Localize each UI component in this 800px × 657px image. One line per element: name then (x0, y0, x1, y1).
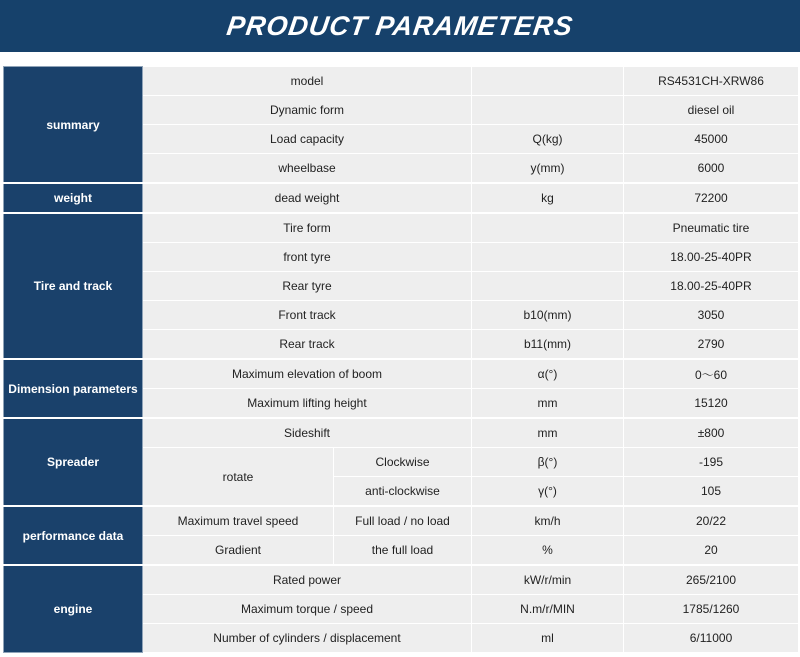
param-name: wheelbase (143, 154, 472, 184)
table-row (4, 506, 799, 536)
param-name: Maximum torque / speed (143, 595, 472, 624)
category-weight: weight (4, 183, 143, 213)
param-unit (472, 67, 624, 96)
param-value: 6/11000 (624, 624, 799, 653)
header-banner (0, 0, 800, 52)
param-name: Load capacity (143, 125, 472, 154)
param-name: front tyre (143, 243, 472, 272)
param-unit: Q(kg) (472, 125, 624, 154)
param-unit: b11(mm) (472, 330, 624, 360)
page-title: PRODUCT PARAMETERS (224, 10, 576, 41)
param-name: rotate (143, 448, 334, 507)
param-value: 3050 (624, 301, 799, 330)
param-unit: γ(°) (472, 477, 624, 507)
table-row (4, 183, 799, 213)
param-value: 265/2100 (624, 565, 799, 595)
category-dimension-parameters: Dimension parameters (4, 359, 143, 418)
param-value: 20/22 (624, 506, 799, 536)
category-performance-data: performance data (4, 506, 143, 565)
table-row (4, 565, 799, 595)
param-subname: Full load / no load (334, 506, 472, 536)
param-subname: Clockwise (334, 448, 472, 477)
param-name: Maximum lifting height (143, 389, 472, 419)
param-value: 0～60 (624, 359, 799, 389)
param-name: Maximum travel speed (143, 506, 334, 536)
param-unit: α(°) (472, 359, 624, 389)
param-unit (472, 96, 624, 125)
param-name: Rear track (143, 330, 472, 360)
param-name: Tire form (143, 213, 472, 243)
param-value: 105 (624, 477, 799, 507)
param-value: 18.00-25-40PR (624, 272, 799, 301)
param-value: 20 (624, 536, 799, 566)
param-subname: the full load (334, 536, 472, 566)
category-spreader: Spreader (4, 418, 143, 506)
param-unit (472, 272, 624, 301)
table-row (4, 418, 799, 448)
category-engine: engine (4, 565, 143, 653)
param-value: 72200 (624, 183, 799, 213)
param-value: diesel oil (624, 96, 799, 125)
param-unit: kW/r/min (472, 565, 624, 595)
param-name: Front track (143, 301, 472, 330)
param-name: Rear tyre (143, 272, 472, 301)
param-unit: % (472, 536, 624, 566)
param-value: 6000 (624, 154, 799, 184)
param-value: ±800 (624, 418, 799, 448)
param-name: Number of cylinders / displacement (143, 624, 472, 653)
category-summary: summary (4, 67, 143, 184)
parameters-table (3, 66, 799, 653)
param-unit: b10(mm) (472, 301, 624, 330)
param-unit: β(°) (472, 448, 624, 477)
param-value: -195 (624, 448, 799, 477)
param-name: Dynamic form (143, 96, 472, 125)
param-value: 15120 (624, 389, 799, 419)
param-value: 2790 (624, 330, 799, 360)
param-unit (472, 213, 624, 243)
param-unit (472, 243, 624, 272)
param-name: model (143, 67, 472, 96)
param-unit: mm (472, 418, 624, 448)
param-value: 18.00-25-40PR (624, 243, 799, 272)
param-name: Maximum elevation of boom (143, 359, 472, 389)
param-value: 1785/1260 (624, 595, 799, 624)
param-unit: N.m/r/MIN (472, 595, 624, 624)
param-value: Pneumatic tire (624, 213, 799, 243)
param-name: dead weight (143, 183, 472, 213)
param-subname: anti-clockwise (334, 477, 472, 507)
table-row (4, 359, 799, 389)
param-name: Rated power (143, 565, 472, 595)
param-unit: km/h (472, 506, 624, 536)
param-unit: kg (472, 183, 624, 213)
param-value: RS4531CH-XRW86 (624, 67, 799, 96)
param-name: Gradient (143, 536, 334, 566)
category-tire-and-track: Tire and track (4, 213, 143, 359)
table-row (4, 213, 799, 243)
table-row (4, 67, 799, 96)
param-unit: ml (472, 624, 624, 653)
param-unit: mm (472, 389, 624, 419)
param-unit: y(mm) (472, 154, 624, 184)
param-value: 45000 (624, 125, 799, 154)
param-name: Sideshift (143, 418, 472, 448)
